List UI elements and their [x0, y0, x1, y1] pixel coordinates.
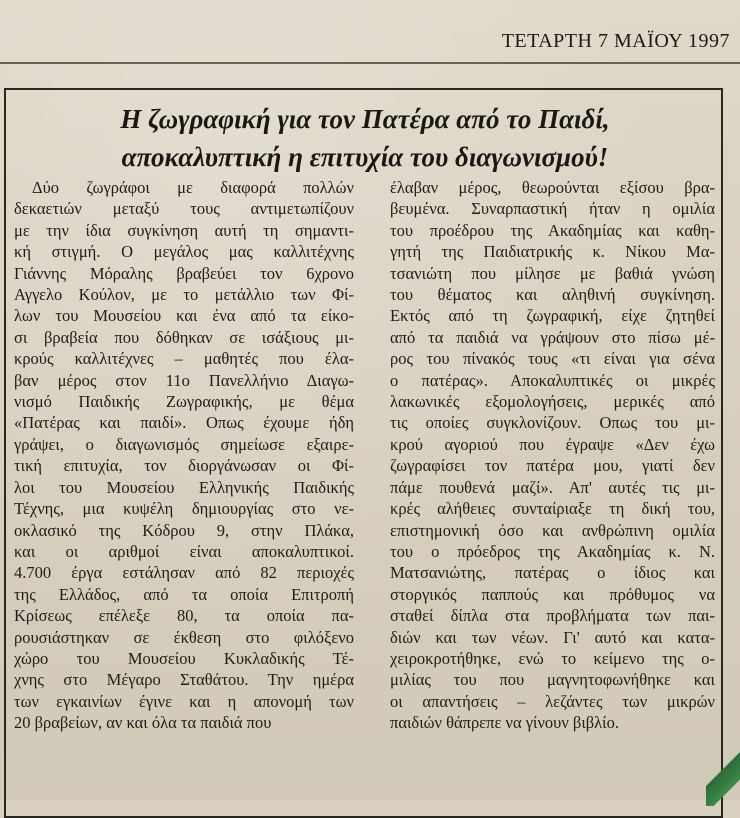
left-column-line: με την ίδια συγκίνηση αυτή τη σημαντι- — [14, 220, 354, 240]
right-column-line: οι απαντήσεις – λεζάντες των μικρών — [390, 691, 715, 711]
right-column-line: από τα παιδιά να γράψουν στο πίσω μέ- — [390, 327, 715, 347]
left-column-line: κρούς καλλιτέχνες – μαθητές που έλα- — [14, 349, 354, 369]
left-column-line: τική επιτυχία, τον διοργάνωσαν οι Φί- — [14, 456, 354, 476]
left-column-line: Τέχνης, μια κυψέλη δημιουργίας στο νε- — [14, 499, 354, 519]
left-column-line: νισμό Παιδικής Ζωγραφικής, με θέμα — [14, 392, 354, 412]
left-column-line: χνης στο Μέγαρο Σταθάτου. Την ημέρα — [14, 670, 354, 690]
left-column-line: της Ελλάδος, από τα οποία Επιτροπή — [14, 584, 354, 604]
left-column-line: «Πατέρας και παιδί». Οπως έχουμε ήδη — [14, 413, 354, 433]
right-column-line: Ματσανιώτης, πατέρας ο ίδιος και — [390, 563, 715, 583]
right-column-line: βευμένα. Συναρπαστική ήταν η ομιλία — [390, 199, 715, 219]
left-column-line: δεκαετιών μεταξύ τους αντιμετωπίζουν — [14, 199, 354, 219]
right-column-line: λακωνικές εξομολογήσεις, μερικές από — [390, 392, 715, 412]
right-column-line: παιδιών θάπρεπε να γίνουν βιβλίο. — [390, 713, 619, 733]
right-column-line: έλαβαν μέρος, θεωρούνται εξίσου βρα- — [390, 178, 715, 197]
right-column-line: Εκτός από τη ζωγραφική, είχε ζητηθεί — [390, 306, 715, 326]
left-column-line: 4.700 έργα εστάλησαν από 82 περιοχές — [14, 563, 354, 583]
article-column-left — [14, 177, 354, 734]
left-column-line: των εγκαινίων έγινε και η απονομή των — [14, 691, 354, 711]
right-column-line: ζωγραφίσει τον πατέρα μου, γιατί δεν — [390, 456, 715, 476]
left-column-line: γράψει, ο διαγωνισμός σημείωσε εξαιρε- — [14, 434, 354, 454]
right-column-line: διών και των νέων. Γι' αυτό και κατα- — [390, 627, 715, 647]
left-column-line: Γιάννης Μόραλης βραβεύει τον 6χρονο — [14, 263, 354, 283]
headline-line-1: Η ζωγραφική για τον Πατέρα από το Παιδί, — [120, 104, 610, 134]
right-column-line: σταθεί δίπλα στα προβλήματα των παι- — [390, 606, 715, 626]
header-rule — [0, 62, 740, 64]
right-column-line: ρος του πίνακός τους «τι είναι για σένα — [390, 349, 715, 369]
right-column-line: επιστημονική όσο και ανθρώπινη ομιλία — [390, 520, 715, 540]
right-column-line: τις οποίες συγκλονίζουν. Οπως του μι- — [390, 413, 715, 433]
article-headline — [18, 100, 712, 176]
right-column-line: κρού αγοριού που έγραψε «Δεν έχω — [390, 434, 715, 454]
left-column-line: βαν μέρος στον 11ο Πανελλήνιο Διαγω- — [14, 370, 354, 390]
right-column-line: πάμε πουθενά μαζί». Απ' αυτές τις μι- — [390, 477, 715, 497]
left-column-line: και οι αριθμοί είναι αποκαλυπτικοί. — [14, 541, 354, 561]
right-column-line: ο πατέρας». Αποκαλυπτικές οι μικρές — [390, 370, 715, 390]
right-column-line: στοργικός παππούς και πρόθυμος να — [390, 584, 715, 604]
left-column-line: Αγγελο Κούλον, με το μετάλλιο των Φί- — [14, 285, 354, 305]
right-column-line: τσανιώτη που μίλησε με βαθιά γνώση — [390, 263, 715, 283]
green-corner-mark — [706, 736, 740, 806]
right-column-line: του θέματος και αληθινή συγκίνηση. — [390, 285, 715, 305]
left-column-line: λων του Μουσείου και ένα από τα είκο- — [14, 306, 354, 326]
headline-line-2: αποκαλυπτική η επιτυχία του διαγωνισμού! — [121, 142, 609, 172]
right-column-line: χειροκροτήθηκε, ενώ το κείμενο της ο- — [390, 648, 715, 668]
left-column-line: 20 βραβείων, αν και όλα τα παιδιά που — [14, 713, 272, 733]
right-column-line: μιλίας του που μαγνητοφωνήθηκε και — [390, 670, 715, 690]
right-column-line: κρές αλήθειες συνταίριαξε τη δική του, — [390, 499, 715, 519]
right-column-line: γητή της Παιδιατρικής κ. Νίκου Μα- — [390, 242, 715, 262]
left-column-line: κή στιγμή. Ο μεγάλος μας καλλιτέχνης — [14, 242, 354, 262]
left-column-line: σι βραβεία που δόθηκαν σε ισάξιους μι- — [14, 327, 354, 347]
left-column-line: λοι του Μουσείου Ελληνικής Παιδικής — [14, 477, 354, 497]
left-column-line: Δύο ζωγράφοι με διαφορά πολλών — [32, 178, 354, 197]
left-column-line: οκλασικό της Κόδρου 9, στην Πλάκα, — [14, 520, 354, 540]
left-column-line: ρουσιάστηκαν σε έκθεση στο φιλόξενο — [14, 627, 354, 647]
left-column-line: Κρίσεως επέλεξε 80, τα οποία πα- — [14, 606, 354, 626]
article-column-right — [390, 177, 715, 734]
left-column-line: χώρο του Μουσείου Κυκλαδικής Τέ- — [14, 648, 354, 668]
right-column-line: του προέδρου της Ακαδημίας και καθη- — [390, 220, 715, 240]
dateline: ΤΕΤΑΡΤΗ 7 ΜΑΪΟΥ 1997 — [501, 30, 730, 52]
right-column-line: του ο πρόεδρος της Ακαδημίας κ. Ν. — [390, 541, 715, 561]
